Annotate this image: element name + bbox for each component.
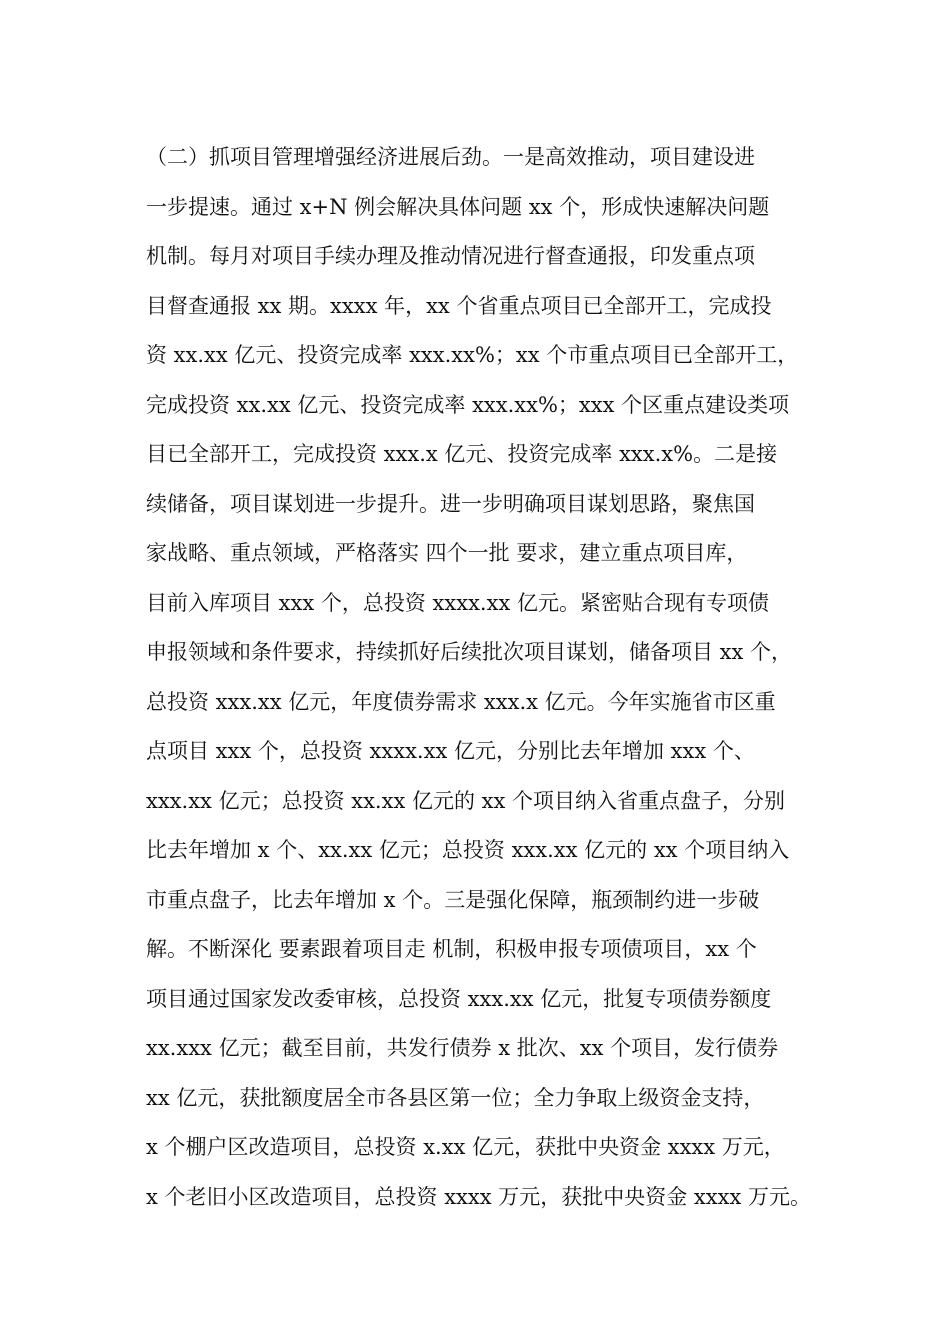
text-line: 解。不断深化 要素跟着项目走 机制，积极申报专项债项目，xx 个 xyxy=(146,937,757,961)
text-line: 机制。每月对项目手续办理及推动情况进行督查通报，印发重点项 xyxy=(146,244,755,268)
text-line: 点项目 xxx 个，总投资 xxxx.xx 亿元，分别比去年增加 xxx 个、 xyxy=(146,739,755,763)
text-line: 目督查通报 xx 期。xxxx 年，xx 个省重点项目已全部开工，完成投 xyxy=(146,293,772,318)
text-line: 申报领域和条件要求，持续抓好后续批次项目谋划，储备项目 xx 个， xyxy=(146,640,793,664)
text-line: 比去年增加 x 个、xx.xx 亿元；总投资 xxx.xx 亿元的 xx 个项目纳入 xyxy=(146,838,790,862)
text-line: 资 xx.xx 亿元、投资完成率 xxx.xx%；xx 个市重点项目已全部开工， xyxy=(146,343,799,367)
text-line: 市重点盘子，比去年增加 x 个。三是强化保障，瓶颈制约进一步破 xyxy=(146,887,760,912)
text-line: 一步提速。通过 x+N 例会解决具体问题 xx 个，形成快速解决问题 xyxy=(146,194,770,219)
text-line: xxx.xx 亿元；总投资 xx.xx 亿元的 xx 个项目纳入省重点盘子，分别 xyxy=(146,788,786,813)
text-line: （二）抓项目管理增强经济进展后劲。一是高效推动，项目建设进 xyxy=(146,145,755,169)
text-line: 家战略、重点领域，严格落实 四个一批 要求，建立重点项目库， xyxy=(146,541,748,565)
text-line: 目前入库项目 xxx 个，总投资 xxxx.xx 亿元。紧密贴合现有专项债 xyxy=(146,590,769,615)
body-paragraph xyxy=(146,133,846,1222)
text-line: xx.xxx 亿元；截至目前，共发行债券 x 批次、xx 个项目，发行债券 xyxy=(146,1036,779,1060)
text-line: xx 亿元，获批额度居全市各县区第一位；全力争取上级资金支持， xyxy=(146,1085,765,1110)
text-line: 项目通过国家发改委审核，总投资 xxx.xx 亿元，批复专项债券额度 xyxy=(146,986,772,1011)
text-line: x 个老旧小区改造项目，总投资 xxxx 万元，获批中央资金 xxxx 万元。 xyxy=(146,1184,811,1209)
text-line: 续储备，项目谋划进一步提升。进一步明确项目谋划思路，聚焦国 xyxy=(146,491,755,516)
text-line: 总投资 xxx.xx 亿元，年度债券需求 xxx.x 亿元。今年实施省市区重 xyxy=(146,689,776,714)
text-line: x 个棚户区改造项目，总投资 x.xx 亿元，获批中央资金 xxxx 万元， xyxy=(146,1135,785,1159)
text-line: 目已全部开工，完成投资 xxx.x 亿元、投资完成率 xxx.x%。二是接 xyxy=(146,442,778,466)
text-line: 完成投资 xx.xx 亿元、投资完成率 xxx.xx%；xxx 个区重点建设类项 xyxy=(146,392,790,417)
